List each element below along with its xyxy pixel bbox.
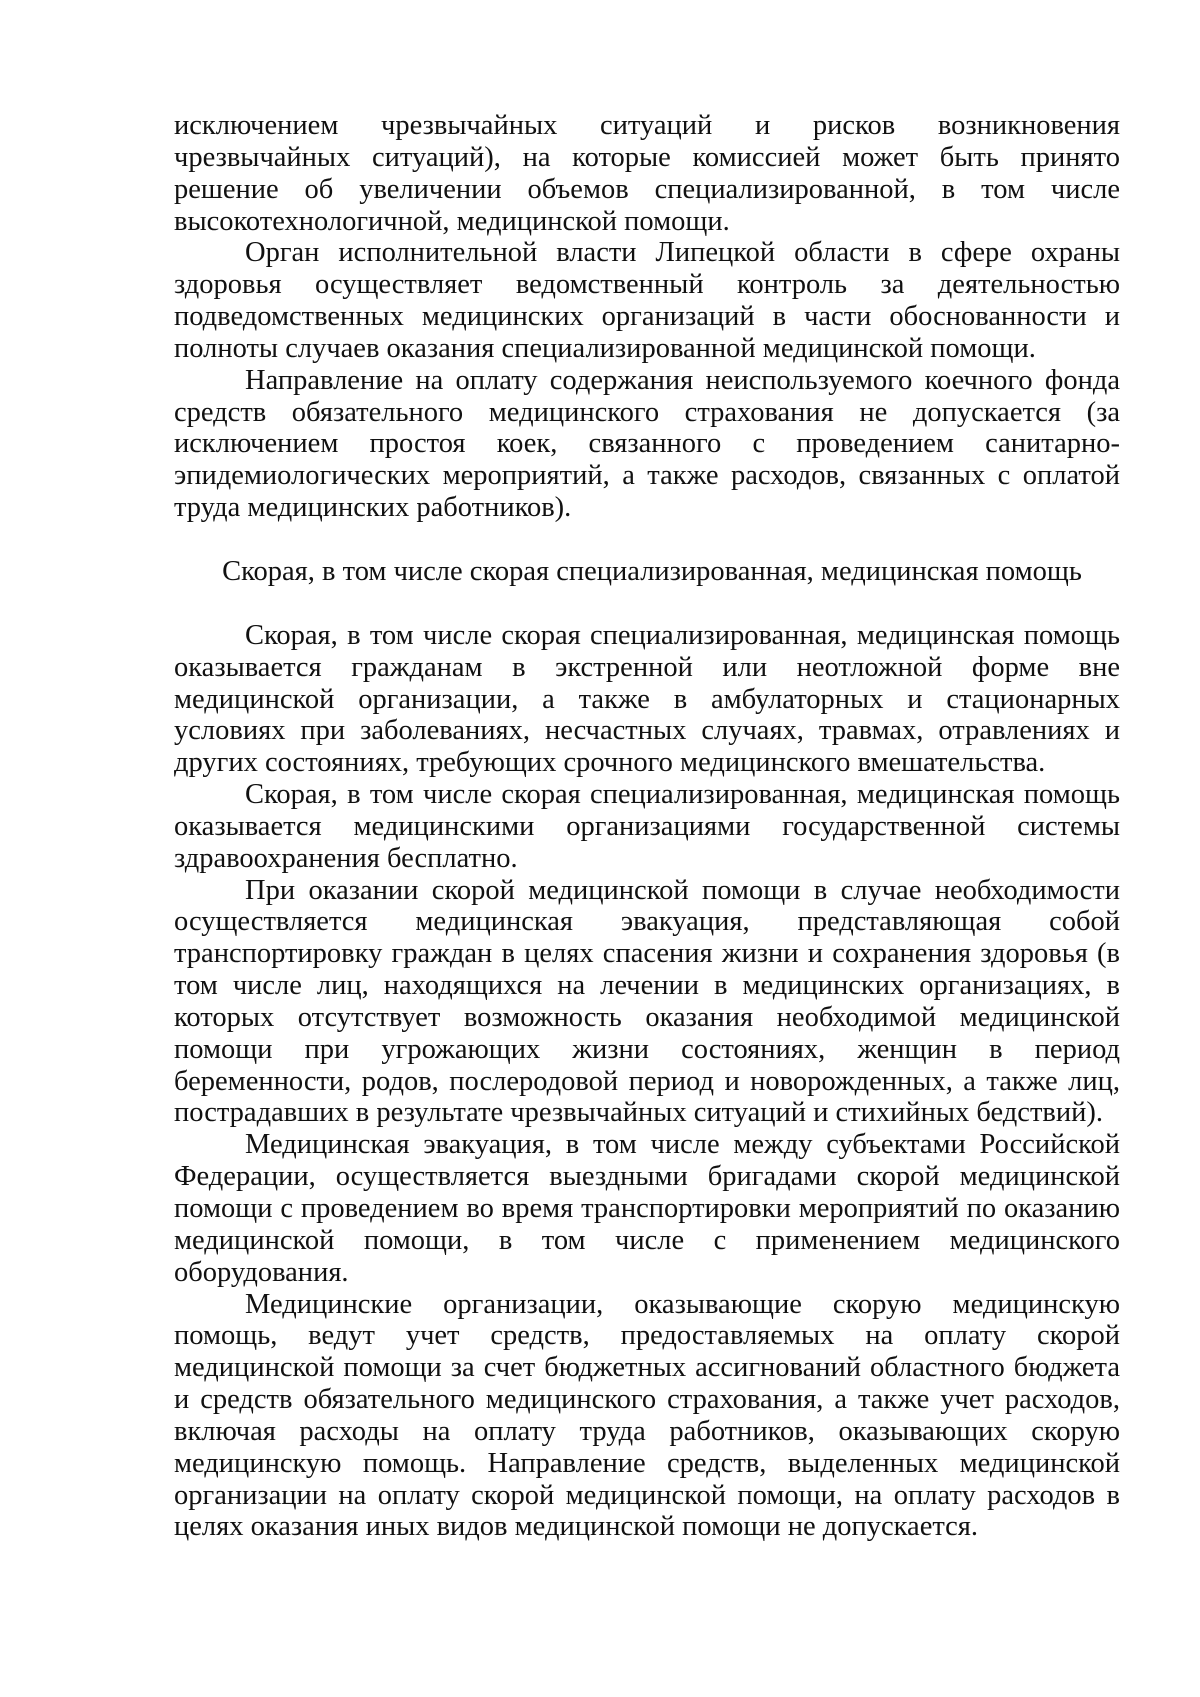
section-heading: Скорая, в том числе скорая специализированная, медицинская помощь: [222, 555, 1082, 587]
paragraph-evacuation-teams: Медицинская эвакуация, в том числе между субъектами Российской Федерации, осуществляется выездными бригадами скорой медицинской помощи с проведением во время транспортировки мероприятий по оказанию медицинской помощи, в том числе с применением медицинского оборудования.: [174, 1129, 1120, 1288]
paragraph-evacuation: При оказании скорой медицинской помощи в случае необходимости осуществляется медицинская эвакуация, представляющая собой транспортировку граждан в целях спасения жизни и сохранения здоровья (в том числе лиц, находящихся на лечении в медицинских организациях, в которых отсутствует возможность оказания необходимой медицинской помощи при угрожающих жизни состояниях, женщин в период беременности, родов, послеродовой период и новорожденных, а также лиц, пострадавших в результате чрезвычайных ситуаций и стихийных бедствий).: [174, 874, 1120, 1129]
paragraph-emergency-definition: Скорая, в том числе скорая специализированная, медицинская помощь оказывается гражданам в экстренной или неотложной форме вне медицинской организации, а также в амбулаторных и стационарных условиях при заболеваниях, несчастных случаях, травмах, отравлениях и других состояниях, требующих срочного медицинского вмешательства.: [174, 619, 1120, 779]
paragraph-oversight: Орган исполнительной власти Липецкой области в сфере охраны здоровья осуществляет ведомственный контроль за деятельностью подведомственных медицинских организаций в части обоснованности и полноты случаев оказания специализированной медицинской помощи.: [174, 237, 1120, 364]
paragraph-accounting: Медицинские организации, оказывающие скорую медицинскую помощь, ведут учет средств, предоставляемых на оплату скорой медицинской помощи за счет бюджетных ассигнований областного бюджета и средств обязательного медицинского страхования, а также учет расходов, включая расходы на оплату труда работников, оказывающих скорую медицинскую помощь. Направление средств, выделенных медицинской организации на оплату скорой медицинской помощи, на оплату расходов в целях оказания иных видов медицинской помощи не допускается.: [174, 1288, 1120, 1543]
paragraph-bed-fund: Направление на оплату содержания неиспользуемого коечного фонда средств обязательного медицинского страхования не допускается (за исключением простоя коек, связанного с проведением санитарно-эпидемиологических мероприятий, а также расходов, связанных с оплатой труда медицинских работников).: [174, 364, 1120, 524]
paragraph-emergency-free: Скорая, в том числе скорая специализированная, медицинская помощь оказывается медицинскими организациями государственной системы здравоохранения бесплатно.: [174, 779, 1120, 874]
document-body: [174, 110, 1120, 1543]
paragraph-continuation: исключением чрезвычайных ситуаций и рисков возникновения чрезвычайных ситуаций), на которые комиссией может быть принято решение об увеличении объемов специализированной, в том числе высокотехнологичной, медицинской помощи.: [174, 110, 1120, 237]
